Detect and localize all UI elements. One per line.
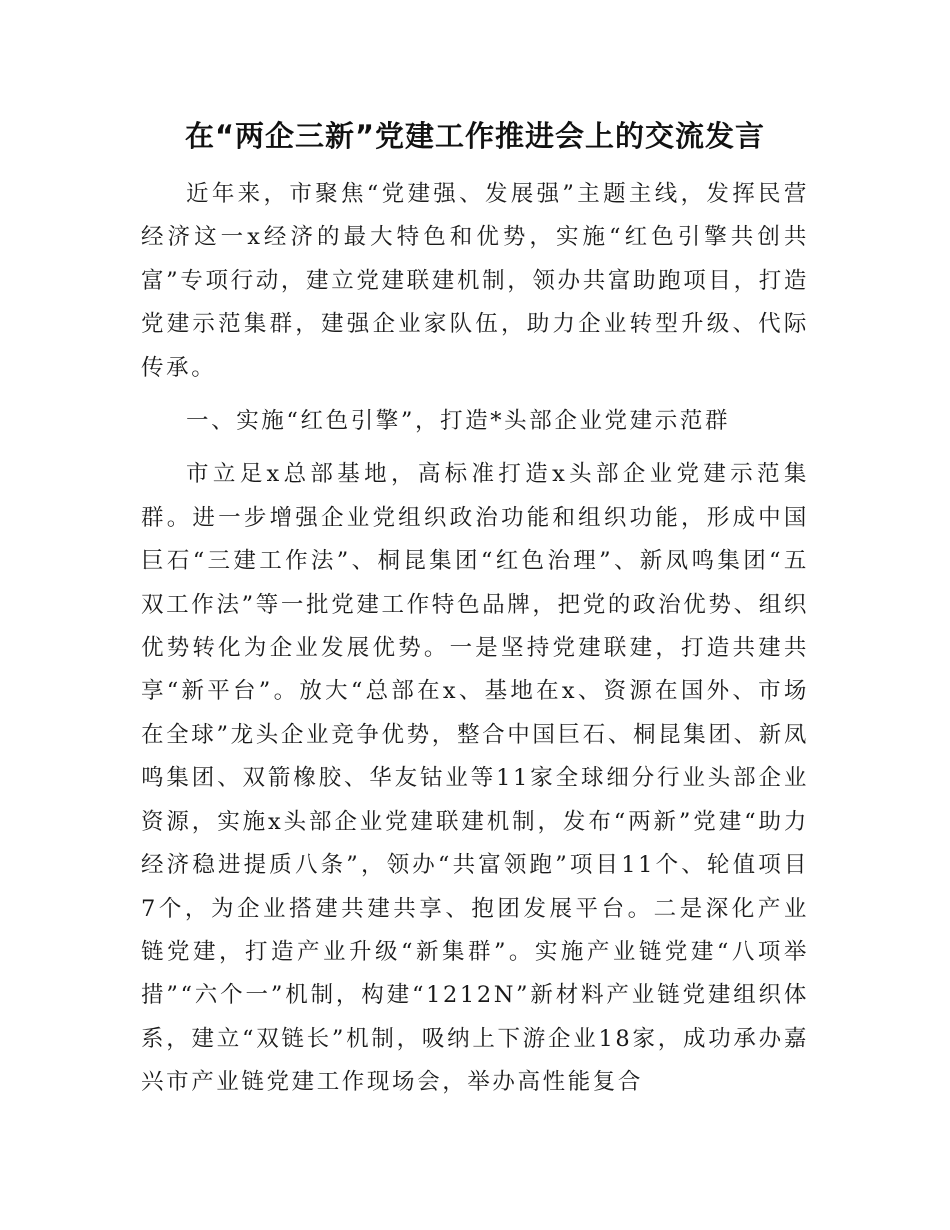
paragraph-intro: 近年来，市聚焦“党建强、发展强”主题主线，发挥民营经济这一x经济的最大特色和优势，实施“红色引擎共创共富”专项行动，建立党建联建机制，领办共富助跑项目，打造党建示范集群，建强企业家队伍，助力企业转型升级、代际传承。 xyxy=(141,181,809,381)
section-heading-1: 一、实施“红色引擎”，打造*头部企业党建示范群 xyxy=(186,408,731,435)
document-body xyxy=(141,173,809,1105)
document-title: 在“两企三新”党建工作推进会上的交流发言 xyxy=(184,119,766,153)
paragraph-section-1: 市立足x总部基地，高标准打造x头部企业党建示范集群。进一步增强企业党组织政治功能和组织功能，形成中国巨石“三建工作法”、桐昆集团“红色治理”、新凤鸣集团“五双工作法”等一批党建工作特色品牌，把党的政治优势、组织优势转化为企业发展优势。一是坚持党建联建，打造共建共享“新平台”。放大“总部在x、基地在x、资源在国外、市场在全球”龙头企业竞争优势，整合中国巨石、桐昆集团、新凤鸣集团、双箭橡胶、华友钴业等11家全球细分行业头部企业资源，实施x头部企业党建联建机制，发布“两新”党建“助力经济稳进提质八条”，领办“共富领跑”项目11个、轮值项目7个，为企业搭建共建共享、抱团发展平台。二是深化产业链党建，打造产业升级“新集群”。实施产业链党建“八项举措”“六个一”机制，构建“1212N”新材料产业链党建组织体系，建立“双链长”机制，吸纳上下游企业18家，成功承办嘉兴市产业链党建工作现场会，举办高性能复合 xyxy=(141,461,809,1096)
